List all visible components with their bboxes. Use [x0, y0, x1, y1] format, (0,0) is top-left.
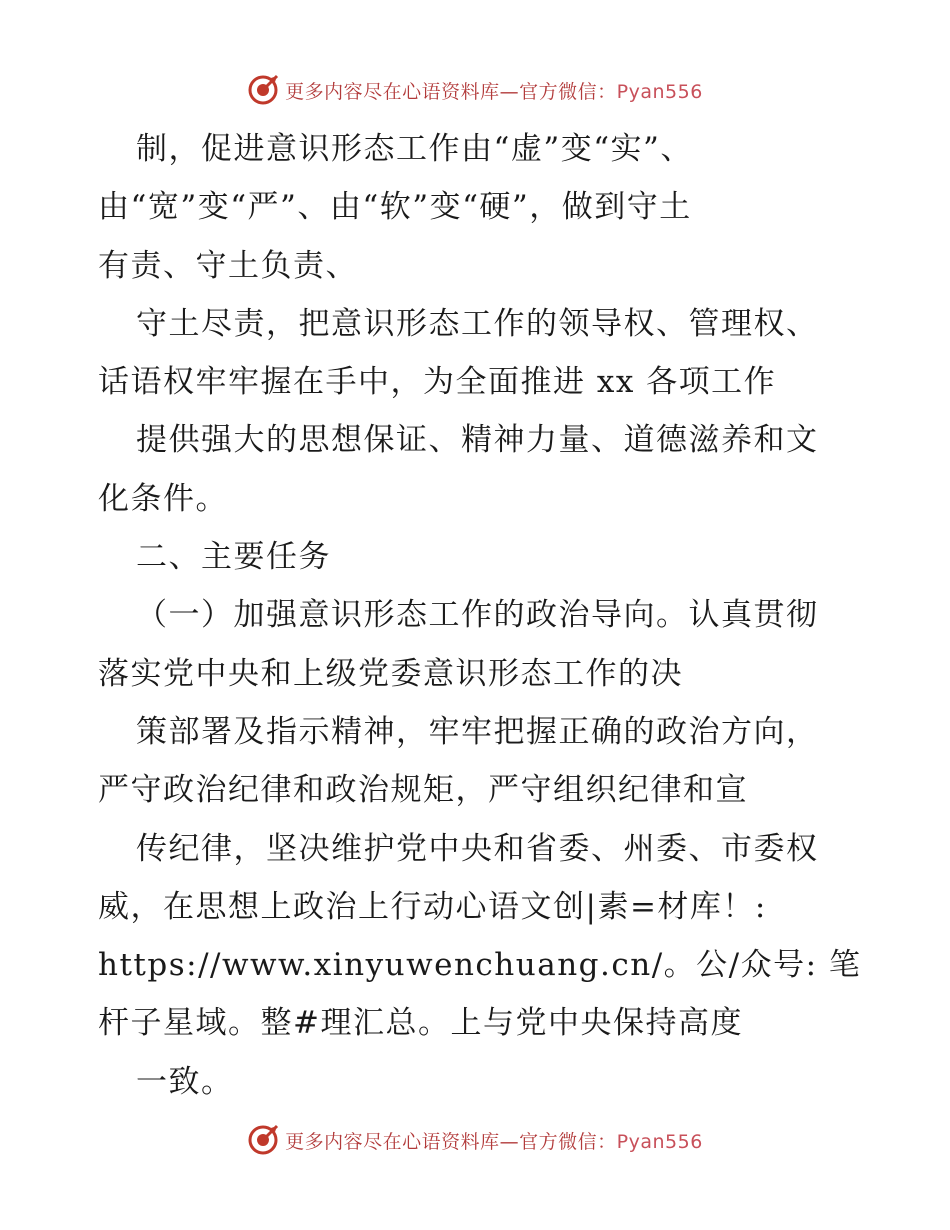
text-line: 杆子星域。整#理汇总。上与党中央保持高度 [98, 1005, 743, 1042]
document-body [98, 120, 862, 1111]
header-wechat-id: Pyan556 [616, 80, 703, 103]
text-line: 严守政治纪律和政治规矩，严守组织纪律和宣 [98, 772, 748, 809]
header-banner [0, 70, 950, 110]
footer-banner [0, 1120, 950, 1160]
text-line: 化条件。 [98, 480, 228, 517]
text-line: 有责、守土负责、 [98, 247, 358, 284]
text-line: （一）加强意识形态工作的政治导向。认真贯彻 [136, 597, 819, 634]
text-line: 落实党中央和上级党委意识形态工作的决 [98, 655, 683, 692]
quill-logo-icon [247, 1124, 279, 1156]
text-line: https://www.xinyuwenchuang.cn/。公/众号: 笔 [98, 947, 862, 984]
text-line: 威，在思想上政治上行动心语文创|素=材库！: [98, 888, 767, 925]
text-line: 话语权牢牢握在手中，为全面推进 xx 各项工作 [98, 364, 777, 401]
quill-logo-icon [247, 74, 279, 106]
footer-wechat-id: Pyan556 [616, 1130, 703, 1153]
text-line: 一致。 [136, 1063, 234, 1100]
footer-banner-text: 更多内容尽在心语资料库—官方微信：Pyan556 [285, 1130, 703, 1153]
header-banner-text: 更多内容尽在心语资料库—官方微信：Pyan556 [285, 80, 703, 103]
text-line: 由“宽”变“严”、由“软”变“硬”，做到守土 [98, 189, 692, 226]
text-line: 策部署及指示精神，牢牢把握正确的政治方向， [136, 713, 819, 750]
text-line: 提供强大的思想保证、精神力量、道德滋养和文 [136, 422, 819, 459]
text-line: 制，促进意识形态工作由“虚”变“实”、 [136, 131, 693, 167]
text-line: 传纪律，坚决维护党中央和省委、州委、市委权 [136, 830, 819, 867]
text-line: 守土尽责，把意识形态工作的领导权、管理权、 [136, 305, 819, 342]
section-heading: 二、主要任务 [136, 539, 331, 576]
